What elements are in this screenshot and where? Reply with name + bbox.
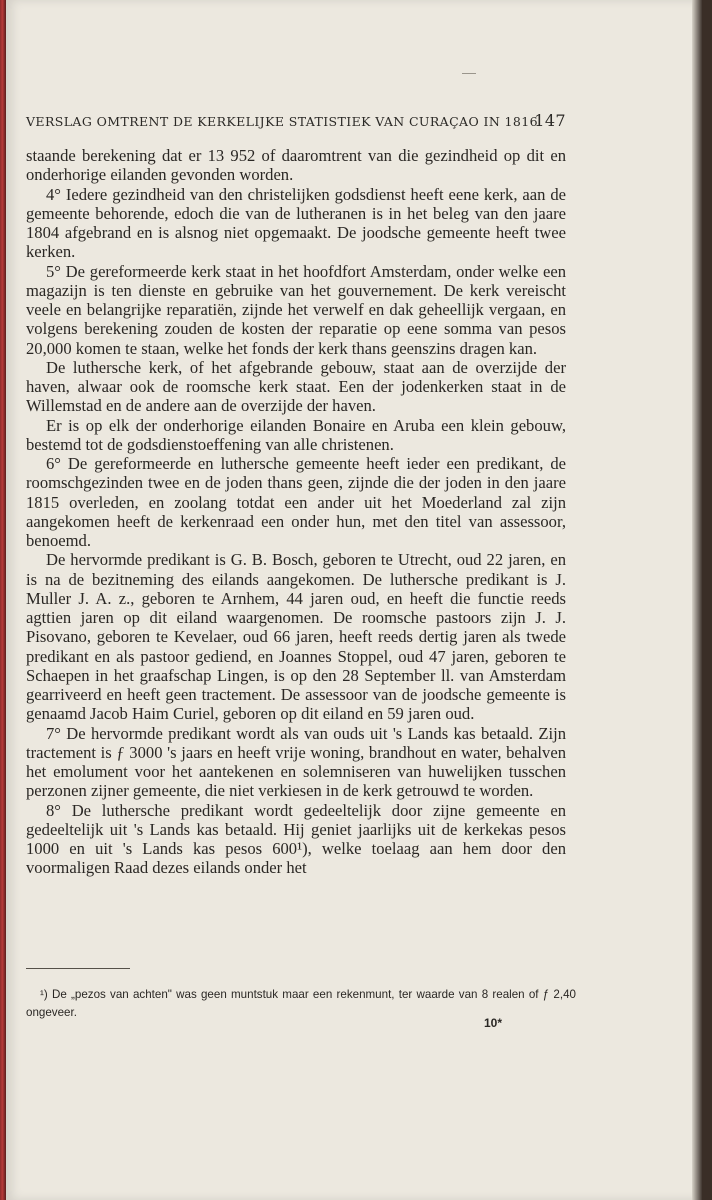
page-number: 147 [534,111,566,130]
paragraph-8: 7° De hervormde predikant wordt als van ouds uit 's Lands kas betaald. Zijn tractement is ƒ 3000 's jaars en heeft vrije woning, brandhout en water, behalven het emolument voor het aantekenen en solemniseren van huwelijken tusschen perzonen zijner gemeente, die niet verkiesen in de kerk getrouwd te worden. [26,723,566,801]
paragraph-4: De luthersche kerk, of het afgebrande gebouw, staat aan de overzijde der haven, alwaar ook de roomsche kerk staat. Een der jodenkerken staat in de Willemstad en de andere aan de overzijde der haven. [26,357,566,416]
signature-mark: 10* [484,1016,503,1030]
paragraph-9: 8° De luthersche predikant wordt gedeeltelijk door zijne gemeente en gedeeltelijk uit 's Lands kas betaald. Hij geniet jaarlijks uit de kerkekas pesos 1000 en uit 's Lands kas pesos 600¹), welke toelaag aan hem door den voormaligen Raad dezes eilands onder het [26,800,566,878]
page-gutter-shadow [692,0,702,1200]
paragraph-2: 4° Iedere gezindheid van den christelijken godsdienst heeft eene kerk, aan de gemeente behorende, edoch die van de lutheranen is in het beleg van den jaare 1804 afgebrand en is alsnog niet opgemaakt. De joodsche gemeente heeft twee kerken. [26,184,566,262]
paragraph-5: Er is op elk der onderhorige eilanden Bonaire en Aruba een klein gebouw, bestemd tot de godsdienstoeffening van alle christenen. [26,415,566,454]
footnote-rule [26,968,130,969]
book-page [6,0,702,1200]
paragraph-1: staande berekening dat er 13 952 of daaromtrent van die gezindheid op dit en onderhorige eilanden gevonden worden. [26,146,566,185]
paragraph-7: De hervormde predikant is G. B. Bosch, geboren te Utrecht, oud 22 jaren, en is na de bezitneming des eilands aangekomen. De luthersche predikant is J. Muller J. A. z., geboren te Arnhem, 44 jaren oud, en heeft die functie reeds agttien jaren op dit eiland waargenomen. De roomsche pastoors zijn J. J. Pisovano, geboren te Kevelaer, oud 66 jaren, heeft reeds dertig jaren als twede predikant en als pastoor gediend, en Joannes Stoppel, oud 47 jaren, geboren te Schaepen in het graafschap Lingen, is op den 28 September ll. van Amsterdam gearriveerd en heeft geen tractement. De assessoor van de joodsche gemeente is genaamd Jacob Haim Curiel, geboren op dit eiland en 59 jaren oud. [26,550,566,724]
paragraph-3: 5° De gereformeerde kerk staat in het hoofdfort Amsterdam, onder welke een magazijn is ten dienste en gebruike van het gouvernement. De kerk vereischt veele en belangrijke reparatiën, zijnde het verwelf en dak geheellijk vergaan, en volgens berekening zouden de kosten der reparatie op eene somma van pesos 20,000 komen te staan, welke het fonds der kerk thans geenszins dragen kan. [26,261,566,358]
decorative-dash [462,73,476,74]
footnote: ¹) De „pezos van achten" was geen muntstuk maar een rekenmunt, ter waarde van 8 realen of ƒ 2,40 ongeveer. [26,988,576,1019]
running-head [26,111,566,130]
body-text [26,146,566,878]
paragraph-6: 6° De gereformeerde en luthersche gemeente heeft ieder een predikant, de roomschgezinden twee en de joden thans geen, zijnde die der joden in den jaare 1815 overleden, en zoolang totdat een ander uit het Moederland zal zijn aangekomen heeft de kerkenraad een onder hun, met den titel van assessoor, benoemd. [26,454,566,550]
running-title: VERSLAG OMTRENT DE KERKELIJKE STATISTIEK VAN CURAÇAO IN 1816 [26,114,538,129]
